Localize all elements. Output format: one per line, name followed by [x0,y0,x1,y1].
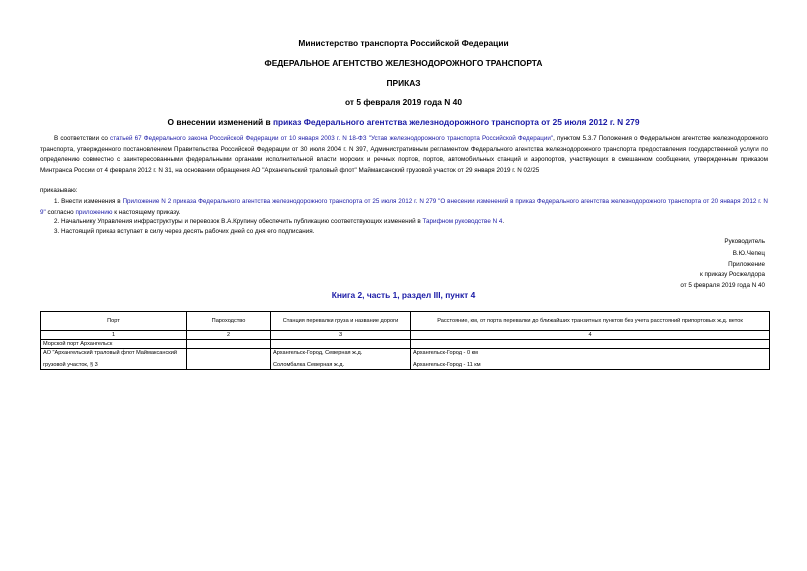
col-number: 2 [187,331,271,340]
cell-distance: Архангельск-Город - 11 км [411,357,770,370]
appendix-date: от 5 февраля 2019 года N 40 [680,282,765,289]
item2-tariff-link[interactable]: Тарифном руководстве N 4 [422,218,503,225]
document-type: ПРИКАЗ [386,78,421,88]
item1-text-b: согласно [45,208,76,216]
item2-text-b: . [502,218,505,225]
header-distance: Расстояние, км, от порта перевалки до ближайших транзитных пунктов без учета расстояний припортовых ж.д. веток [411,312,770,331]
cell-station: Архангельск-Город, Северная ж.д. [271,349,411,358]
section-port: Морской порт Архангельск [41,340,187,349]
p1-law-link[interactable]: статьей 67 Федерального закона Российской Федерации от 10 января 2003 г. N 18-ФЗ "Устав железнодорожного транспорта Российской Федерации" [110,135,554,142]
item1-annex-link[interactable]: приложению [75,208,113,216]
cell-port: грузовой участок, § 3 [41,357,187,370]
order-word: приказываю: [40,187,78,194]
document-subject [0,117,807,127]
p1-text-a: В соответствии со [54,135,111,142]
cell-shipping [187,349,271,358]
item1-text-a: 1. Внести изменения в [54,198,123,205]
table-number-row [41,331,770,340]
p1-text-b: , пунктом 5.3.7 Положения о Федеральном агентстве железнодорожного транспорта, утвержденного постановлением Правительства Российской Федерации от 30 июля 2004 г. N 397, Административным регламентом Федерального агентства железнодорожного транспорта предоставления государственной услуги по определению совместно с заинтересованными федеральными органами исполнительной власти морских и речных портов, портов, автомобильных станций и аэропортов, участвующих в смешанном сообщении, утвержденным приказом Минтранса России от 4 февраля 2012 г. N 31, на основании обращения АО "Архангельский траловый флот" Маймаксанский грузовой участок от 29 января 2019 г. N 02/25 [40,135,768,174]
header-station: Станция перевалки груза и название дороги [271,312,411,331]
table-section-row [41,340,770,349]
table-row [41,357,770,370]
subject-prefix: О внесении изменений в [167,117,273,127]
document-date-number: от 5 февраля 2019 года N 40 [345,97,462,107]
order-item-2 [40,217,768,228]
cell-shipping [187,357,271,370]
item1-text-c: к настоящему приказу. [112,208,181,216]
signature-name: В.Ю.Чепец [732,250,765,257]
cell-distance: Архангельск-Город - 0 км [411,349,770,358]
col-number: 1 [41,331,187,340]
appendix-to: к приказу Росжелдора [700,271,765,278]
appendix-title: Книга 2, часть 1, раздел III, пункт 4 [331,290,476,300]
appendix-label: Приложение [728,261,765,268]
signature-role: Руководитель [724,238,765,245]
ports-table [40,311,770,370]
agency-name: ФЕДЕРАЛЬНОЕ АГЕНТСТВО ЖЕЛЕЗНОДОРОЖНОГО ТРАНСПОРТА [264,58,543,68]
col-number: 3 [271,331,411,340]
col-number: 4 [411,331,770,340]
subject-link[interactable]: приказ Федерального агентства железнодорожного транспорта от 25 июля 2012 г. N 279 [272,117,640,127]
item2-text-a: 2. Начальнику Управления инфраструктуры и перевозок В.А.Крупину обеспечить публикацию соответствующих изменений в [54,218,423,225]
order-item-1 [40,197,768,218]
preamble-paragraph [40,134,768,176]
table-row [41,349,770,358]
item1-appendix-link[interactable]: Приложение N 2 приказа Федерального агентства железнодорожного транспорта от 25 июля 2012 г. N 279 "О внесении изменений в приказ Федерального агентства железнодорожного транспорта от 20 января 2012 г. N 9" [40,198,768,216]
header-port: Порт [41,312,187,331]
order-item-3: 3. Настоящий приказ вступает в силу через десять рабочих дней со дня его подписания. [54,228,315,235]
cell-port: АО "Архангельский траловый флот Маймаксанский [41,349,187,358]
table-header-row [41,312,770,331]
ministry-name: Министерство транспорта Российской Федерации [298,38,509,48]
cell-station: Соломбалка Северная ж.д. [271,357,411,370]
header-shipping: Пароходство [187,312,271,331]
